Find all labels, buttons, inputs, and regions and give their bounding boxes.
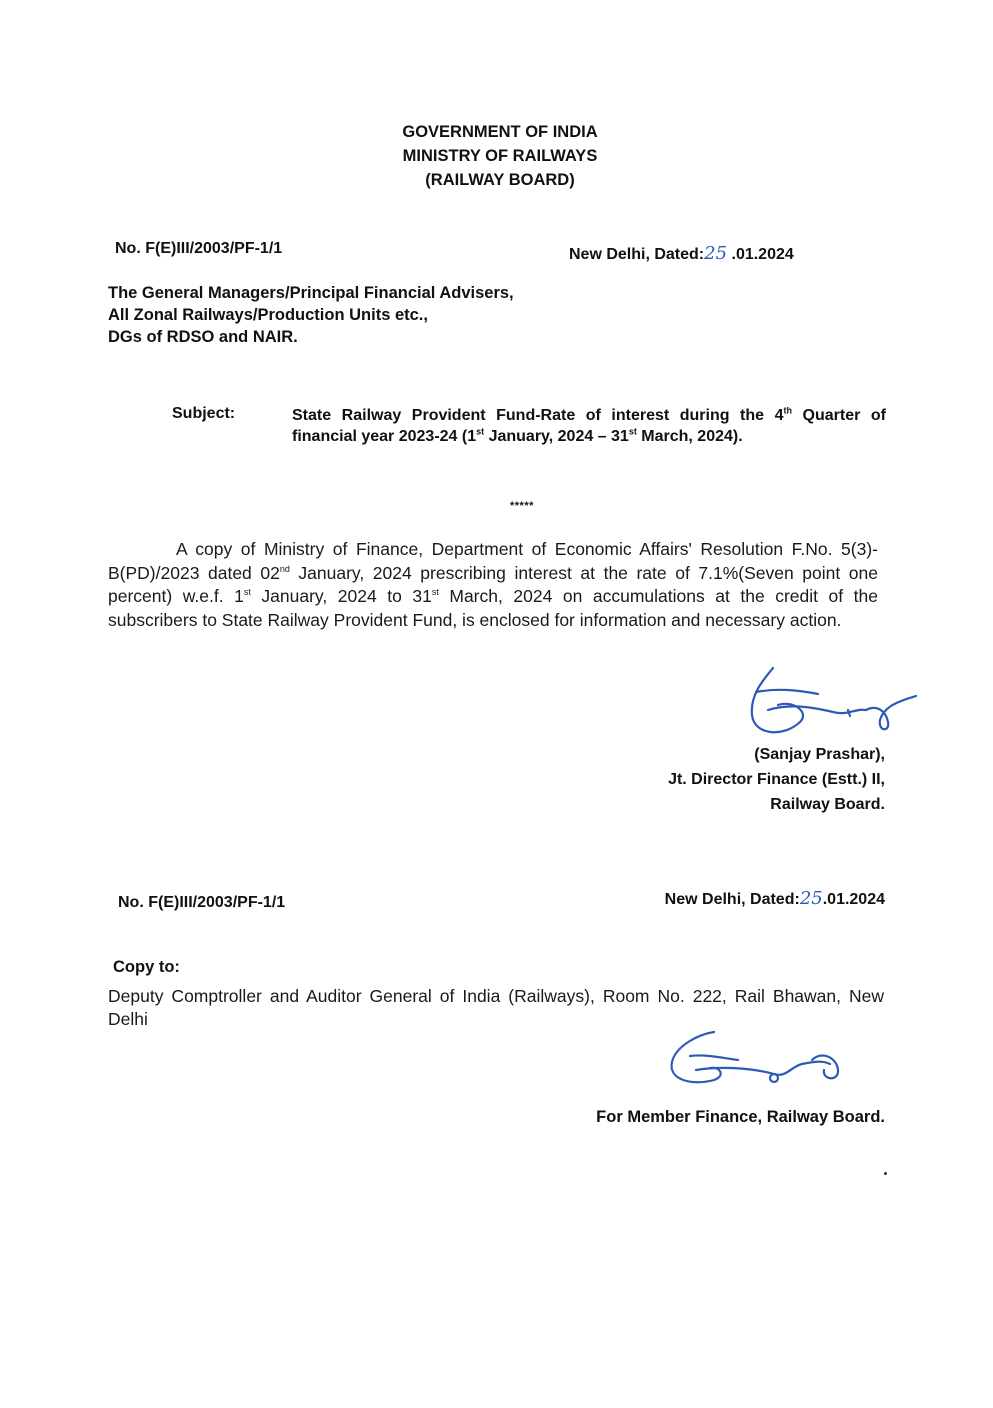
separator-stars: ***** xyxy=(510,500,534,512)
body-paragraph xyxy=(108,538,878,632)
addressee-line: All Zonal Railways/Production Units etc., xyxy=(108,306,428,324)
date-prefix: New Delhi, Dated: xyxy=(664,891,800,908)
subject-part: January, 2024 – 31 xyxy=(484,428,629,445)
copy-reference-date xyxy=(665,888,885,909)
addressee-block xyxy=(108,282,514,348)
subject-label: Subject: xyxy=(172,405,236,422)
handwritten-date-day: 25 xyxy=(799,888,823,909)
subject-text xyxy=(292,405,886,447)
copy-to-recipient: Deputy Comptroller and Auditor General of India (Railways), Room No. 222, Rail Bhawan, New Delhi xyxy=(108,986,884,1029)
reference-date xyxy=(569,243,794,264)
signatory-name: (Sanjay Prashar), xyxy=(754,746,885,763)
ordinal-suffix: th xyxy=(783,405,793,416)
date-prefix: New Delhi, Dated: xyxy=(569,246,705,263)
body-part: January, 2024 to 31 xyxy=(250,586,432,606)
addressee-line: DGs of RDSO and NAIR. xyxy=(108,328,298,346)
copy-to-label: Copy to: xyxy=(113,958,180,976)
date-suffix: .01.2024 xyxy=(822,891,885,908)
signature-for-member-finance xyxy=(662,1020,862,1100)
body-part: January, 2024 prescribing interest at the rate of 7.1%(Seven point one percent) w.e.f. 1 xyxy=(108,562,878,606)
letterhead-line-board: (RAILWAY BOARD) xyxy=(425,171,575,189)
subject-part: Quarter of financial year 2023-24 (1 xyxy=(292,407,886,445)
reference-number: No. F(E)III/2003/PF-1/1 xyxy=(115,240,283,257)
signatory-block xyxy=(668,742,885,817)
handwritten-date-day: 25 xyxy=(704,243,728,264)
subject-part: March, 2024). xyxy=(636,428,743,445)
subject-part: State Railway Provident Fund-Rate of interest during the 4 xyxy=(292,407,784,424)
ordinal-suffix: st xyxy=(243,587,251,598)
copy-reference-number: No. F(E)III/2003/PF-1/1 xyxy=(118,894,286,911)
signature-sanjay-prashar xyxy=(738,660,928,745)
letterhead-line-ministry: MINISTRY OF RAILWAYS xyxy=(402,147,598,165)
ordinal-suffix: nd xyxy=(279,563,290,574)
body-part: A copy of Ministry of Finance, Department of Economic Affairs' Resolution F.No. 5(3)-B(PD)/2023 dated 02 xyxy=(108,539,878,583)
body-part: March, 2024 on accumulations at the credit of the subscribers to State Railway Provident Fund, is enclosed for information and necessary action. xyxy=(108,586,879,630)
addressee-line: The General Managers/Principal Financial Advisers, xyxy=(108,284,514,302)
for-member-finance-line: For Member Finance, Railway Board. xyxy=(596,1108,885,1126)
date-suffix: .01.2024 xyxy=(727,246,794,263)
page-mark xyxy=(884,1172,887,1175)
ordinal-suffix: st xyxy=(431,587,439,598)
signatory-designation: Jt. Director Finance (Estt.) II, xyxy=(668,771,885,788)
letterhead xyxy=(300,120,700,192)
letterhead-line-government: GOVERNMENT OF INDIA xyxy=(402,123,598,141)
ordinal-suffix: st xyxy=(628,426,637,437)
ordinal-suffix: st xyxy=(476,426,485,437)
signatory-office: Railway Board. xyxy=(770,796,885,813)
